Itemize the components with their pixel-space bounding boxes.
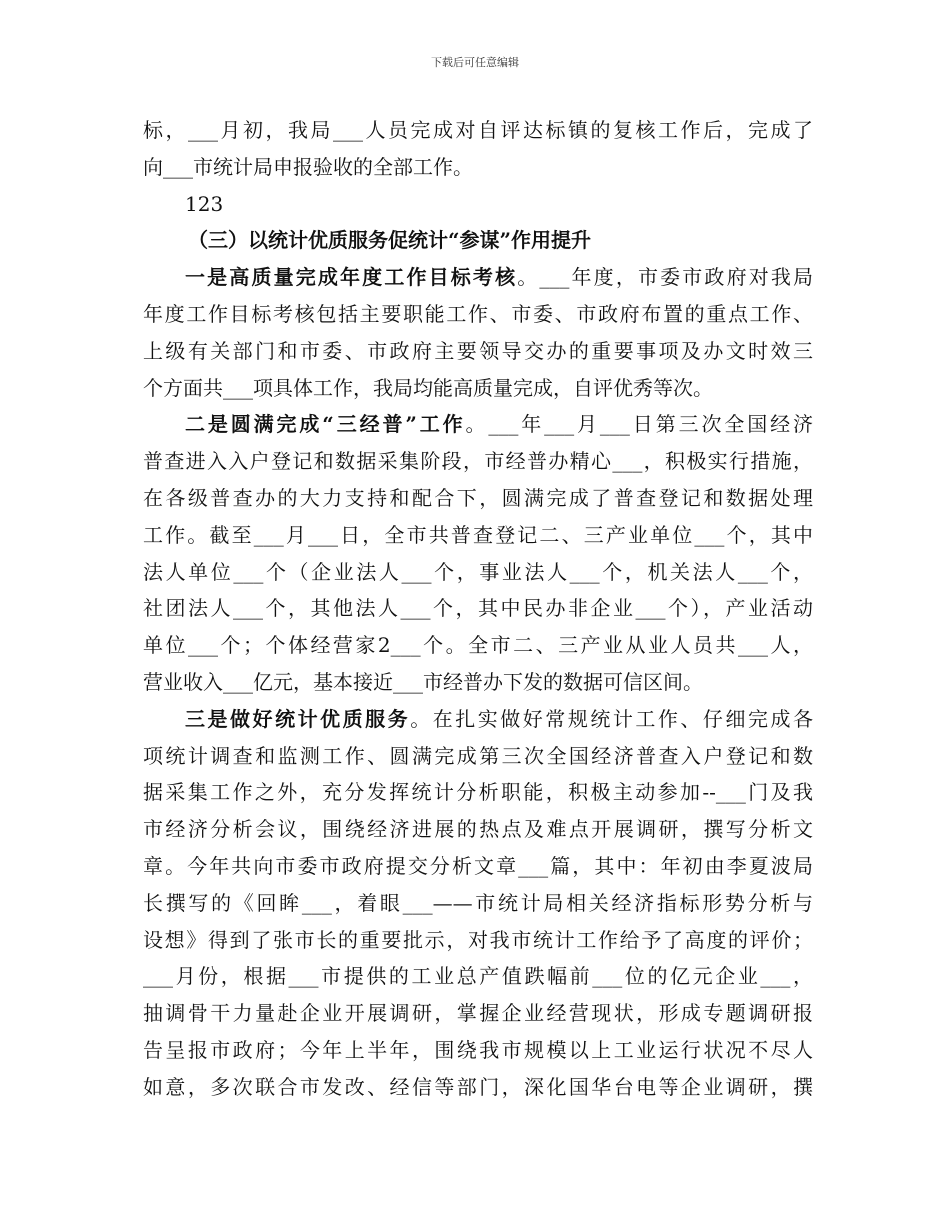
paragraph-first-line xyxy=(143,406,813,443)
text-line: 法人单位___个（企业法人___个，事业法人___个，机关法人___个， xyxy=(143,559,813,584)
text-line: ___月份，根据___市提供的工业总产值跌幅前___位的亿元企业___， xyxy=(143,964,813,989)
paragraph-first-line xyxy=(143,701,813,738)
text-line: 工作。截至___月___日，全市共普查登记二、三产业单位___个，其中 xyxy=(143,522,813,547)
text-line: 市经济分析会议，围绕经济进展的热点及难点开展调研，撰写分析文 xyxy=(143,817,813,842)
text-line: 社团法人___个，其他法人___个，其中民办非企业___个），产业活动 xyxy=(143,596,813,621)
text-line: 年度工作目标考核包括主要职能工作、市委、市政府布置的重点工作、 xyxy=(143,301,813,326)
paragraph-lead: 一是高质量完成年度工作目标考核 xyxy=(185,265,518,290)
page-number-marker: 123 xyxy=(185,191,224,216)
text-line: 章。今年共向市委市政府提交分析文章___篇，其中：年初由李夏波局 xyxy=(143,853,813,878)
text-line: 标，___月初，我局___人员完成对自评达标镇的复核工作后，完成了 xyxy=(143,118,813,142)
paragraph-lead: 二是圆满完成“三经普”工作 xyxy=(185,412,466,437)
text-line: 长撰写的《回眸___，着眼___——市统计局相关经济指标形势分析与 xyxy=(143,890,813,915)
text-line: 普查进入入户登记和数据采集阶段，市经普办精心___，积极实行措施， xyxy=(143,449,813,474)
text-line: 单位___个；个体经营家2___个。全市二、三产业从业人员共___人， xyxy=(143,633,813,658)
text-line: 据采集工作之外，充分发挥统计分析职能，积极主动参加--___门及我 xyxy=(143,780,813,805)
paragraph-text: 。在扎实做好常规统计工作、仔细完成各 xyxy=(410,706,813,731)
document-body xyxy=(143,112,813,1106)
text-line: 营业收入___亿元，基本接近___市经普办下发的数据可信区间。 xyxy=(143,669,703,694)
text-line: 向___市统计局申报验收的全部工作。 xyxy=(143,154,473,179)
paragraph-lead: 三是做好统计优质服务 xyxy=(185,706,411,731)
text-line: 上级有关部门和市委、市政府主要领导交办的重要事项及办文时效三 xyxy=(143,338,813,363)
text-line: 个方面共___项具体工作，我局均能高质量完成，自评优秀等次。 xyxy=(143,375,713,400)
text-line: 告呈报市政府；今年上半年，围绕我市规模以上工业运行状况不尽人 xyxy=(143,1037,813,1062)
paragraph-text: 。___年___月___日第三次全国经济 xyxy=(465,412,813,437)
text-line: 在各级普查办的大力支持和配合下，圆满完成了普查登记和数据处理 xyxy=(143,485,813,510)
text-line: 抽调骨干力量赴企业开展调研，掌握企业经营现状，形成专题调研报 xyxy=(143,1001,813,1026)
text-line: 项统计调查和监测工作、圆满完成第三次全国经济普查入户登记和数 xyxy=(143,743,813,768)
paragraph-text: 。___年度，市委市政府对我局 xyxy=(517,265,813,290)
text-line: 如意，多次联合市发改、经信等部门，深化国华台电等企业调研，撰 xyxy=(143,1074,813,1099)
page-header: 下载后可任意编辑 xyxy=(431,56,519,69)
paragraph-first-line xyxy=(143,259,813,296)
text-line: 设想》得到了张市长的重要批示，对我市统计工作给予了高度的评价； xyxy=(143,927,813,952)
section-heading: （三）以统计优质服务促统计“参谋”作用提升 xyxy=(188,228,592,253)
